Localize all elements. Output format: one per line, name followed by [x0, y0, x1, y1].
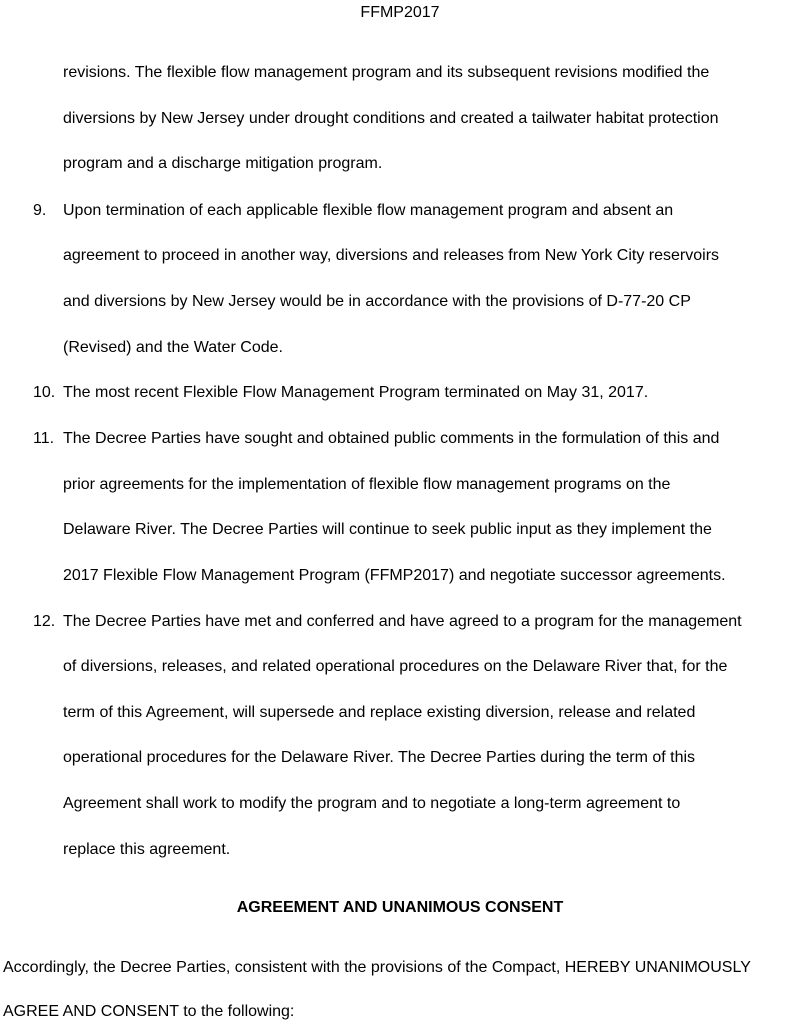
paragraph-line: 2017 Flexible Flow Management Program (FFMP2017) and negotiate successor agreements.: [63, 567, 726, 584]
item-number: 12.: [33, 613, 56, 630]
paragraph-line: Accordingly, the Decree Parties, consistent with the provisions of the Compact, HEREBY UNANIMOUSLY: [3, 959, 751, 976]
paragraph-line: The most recent Flexible Flow Management Program terminated on May 31, 2017.: [63, 384, 649, 401]
paragraph-line: AGREE AND CONSENT to the following:: [3, 1003, 295, 1020]
paragraph-line: The Decree Parties have sought and obtained public comments in the formulation of this and: [63, 430, 720, 447]
paragraph-line: replace this agreement.: [63, 841, 231, 858]
paragraph-line: term of this Agreement, will supersede and replace existing diversion, release and related: [63, 704, 696, 721]
item-number: 10.: [33, 384, 56, 401]
page-header: FFMP2017: [360, 4, 440, 21]
paragraph-line: The Decree Parties have met and conferred and have agreed to a program for the management: [63, 613, 742, 630]
item-number: 11.: [33, 430, 55, 447]
section-heading: AGREEMENT AND UNANIMOUS CONSENT: [236, 899, 564, 916]
paragraph-line: Agreement shall work to modify the program and to negotiate a long-term agreement to: [63, 795, 681, 812]
paragraph-line: agreement to proceed in another way, diversions and releases from New York City reservoirs: [63, 247, 720, 264]
paragraph-line: (Revised) and the Water Code.: [63, 339, 283, 356]
paragraph-line: program and a discharge mitigation program.: [63, 155, 383, 172]
paragraph-line: operational procedures for the Delaware River. The Decree Parties during the term of this: [63, 749, 696, 766]
item-number: 9.: [33, 202, 47, 219]
paragraph-line: diversions by New Jersey under drought conditions and created a tailwater habitat protection: [63, 110, 719, 127]
paragraph-line: and diversions by New Jersey would be in accordance with the provisions of D-77-20 CP: [63, 293, 691, 310]
paragraph-line: of diversions, releases, and related operational procedures on the Delaware River that, for the: [63, 658, 728, 675]
paragraph-line: Delaware River. The Decree Parties will continue to seek public input as they implement the: [63, 521, 712, 538]
paragraph-line: prior agreements for the implementation of flexible flow management programs on the: [63, 476, 671, 493]
paragraph-line: revisions. The flexible flow management program and its subsequent revisions modified the: [63, 64, 710, 81]
paragraph-line: Upon termination of each applicable flexible flow management program and absent an: [63, 202, 674, 219]
